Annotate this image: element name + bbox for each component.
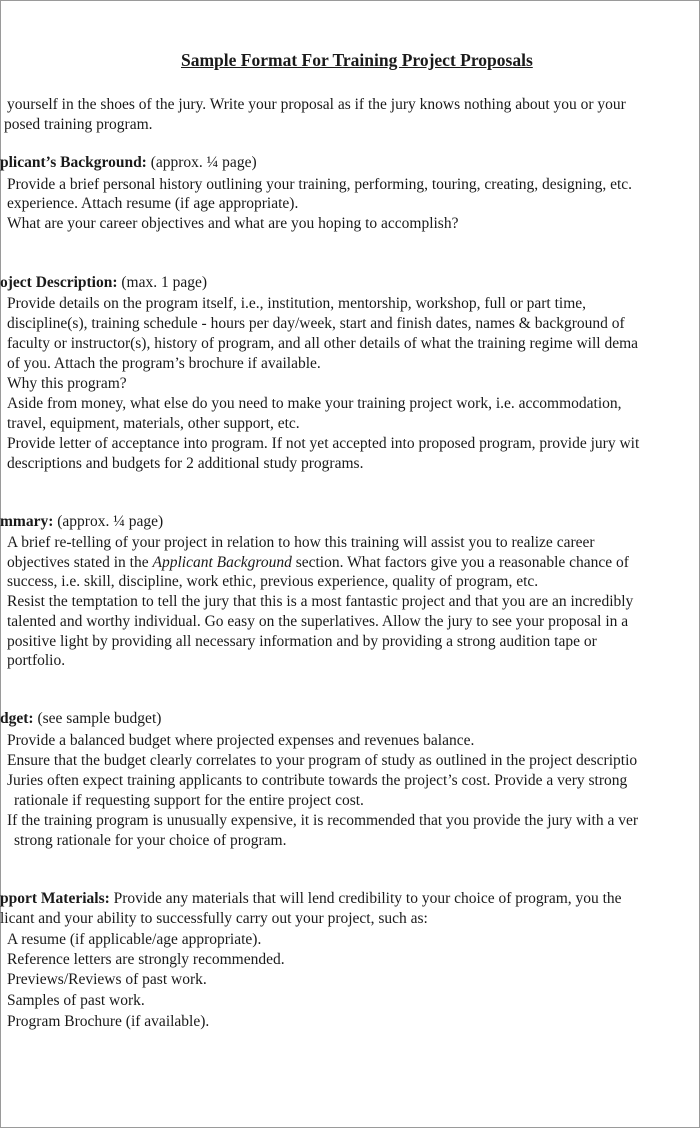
text-run: objectives stated in the bbox=[7, 554, 153, 571]
intro-line: posed training program. bbox=[4, 116, 153, 133]
list-item: A brief re-telling of your project in relation to how this training will assist you to realize career bbox=[7, 534, 595, 551]
list-item: Resist the temptation to tell the jury that this is a most fantastic project and that you are an incredibly bbox=[7, 593, 634, 610]
list-item: Aside from money, what else do you need to make your training project work, i.e. accommodation, bbox=[7, 395, 622, 412]
list-item: rationale if requesting support for the entire project cost. bbox=[14, 792, 364, 809]
document-title: Sample Format For Training Project Proposals bbox=[181, 50, 533, 70]
list-item: travel, equipment, materials, other support, etc. bbox=[7, 415, 300, 432]
list-item: discipline(s), training schedule - hours per day/week, start and finish dates, names & background of bbox=[7, 315, 625, 332]
list-item: Reference letters are strongly recommended. bbox=[7, 951, 285, 968]
heading-note: (max. 1 page) bbox=[117, 274, 208, 291]
list-item: of you. Attach the program’s brochure if available. bbox=[7, 355, 321, 372]
heading-text: plicant’s Background: bbox=[0, 154, 147, 171]
list-item: Provide letter of acceptance into program. If not yet accepted into proposed program, provide jury wit bbox=[7, 435, 640, 452]
heading-note: (approx. ¼ page) bbox=[146, 154, 257, 171]
support-intro-line: licant and your ability to successfully carry out your project, such as: bbox=[0, 910, 428, 927]
list-item: Previews/Reviews of past work. bbox=[7, 971, 207, 988]
list-item: Why this program? bbox=[7, 375, 127, 392]
section-heading-project bbox=[0, 273, 207, 293]
section-heading-budget bbox=[0, 709, 161, 729]
heading-note: Provide any materials that will lend credibility to your choice of program, you the bbox=[109, 890, 622, 907]
list-item: strong rationale for your choice of program. bbox=[14, 832, 287, 849]
list-item bbox=[7, 553, 629, 573]
list-item: faculty or instructor(s), history of program, and all other details of what the training regime will dema bbox=[7, 335, 639, 352]
heading-note: (see sample budget) bbox=[33, 710, 162, 727]
list-item: portfolio. bbox=[7, 652, 66, 669]
list-item: success, i.e. skill, discipline, work ethic, previous experience, quality of program, etc. bbox=[7, 573, 539, 590]
list-item: experience. Attach resume (if age appropriate). bbox=[7, 195, 299, 212]
list-item: talented and worthy individual. Go easy on the superlatives. Allow the jury to see your proposal in a bbox=[7, 613, 629, 630]
section-heading-summary bbox=[0, 512, 163, 532]
list-item: Provide a brief personal history outlining your training, performing, touring, creating, designing, etc. bbox=[7, 176, 633, 193]
intro-line: yourself in the shoes of the jury. Write your proposal as if the jury knows nothing about you or your bbox=[7, 96, 626, 113]
list-item: positive light by providing all necessary information and by providing a strong audition tape or bbox=[7, 633, 597, 650]
list-item: Juries often expect training applicants to contribute towards the project’s cost. Provide a very strong bbox=[7, 772, 628, 789]
heading-text: oject Description: bbox=[0, 274, 118, 291]
list-item: descriptions and budgets for 2 additional study programs. bbox=[7, 455, 364, 472]
list-item: A resume (if applicable/age appropriate). bbox=[7, 931, 262, 948]
emphasis-text: Applicant Background bbox=[152, 554, 292, 571]
list-item: Provide a balanced budget where projected expenses and revenues balance. bbox=[7, 732, 475, 749]
text-run: section. What factors give you a reasonable chance of bbox=[291, 554, 629, 571]
list-item: What are your career objectives and what are you hoping to accomplish? bbox=[7, 215, 459, 232]
list-item: Program Brochure (if available). bbox=[7, 1013, 210, 1030]
list-item: Samples of past work. bbox=[7, 992, 145, 1009]
section-heading-applicant bbox=[0, 153, 257, 173]
list-item: Ensure that the budget clearly correlates to your program of study as outlined in the project descriptio bbox=[7, 752, 638, 769]
list-item: If the training program is unusually expensive, it is recommended that you provide the jury with a ver bbox=[7, 812, 639, 829]
heading-text: dget: bbox=[0, 710, 34, 727]
heading-note: (approx. ¼ page) bbox=[53, 513, 164, 530]
heading-text: mmary: bbox=[0, 513, 54, 530]
heading-text: pport Materials: bbox=[0, 890, 110, 907]
list-item: Provide details on the program itself, i.e., institution, mentorship, workshop, full or part time, bbox=[7, 295, 587, 312]
section-heading-support bbox=[0, 889, 622, 909]
